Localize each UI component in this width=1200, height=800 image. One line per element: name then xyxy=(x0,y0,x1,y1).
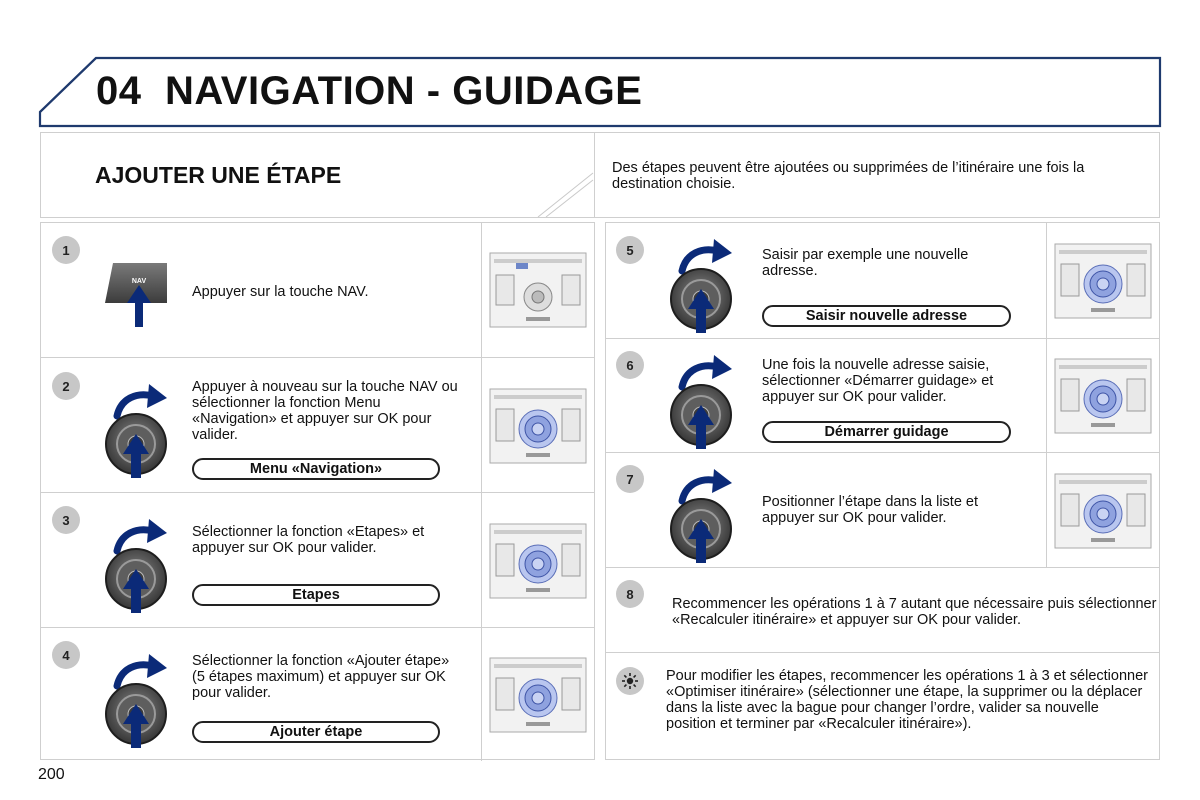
step-row-1 xyxy=(41,223,594,357)
section-title: AJOUTER UNE ÉTAPE xyxy=(95,162,342,188)
intro-text: Des étapes peuvent être ajoutées ou supprimées de l’itinéraire une fois la destination choisie. xyxy=(612,160,1085,192)
chapter-header xyxy=(0,0,1200,130)
rotary-ok-dial-icon xyxy=(103,507,183,622)
step-badge: 6 xyxy=(616,351,644,379)
console-nav-key-highlight xyxy=(488,251,588,331)
rotary-ok-dial-icon xyxy=(668,457,748,572)
step-row-3 xyxy=(41,492,594,627)
console-thumbnail xyxy=(481,358,599,493)
step-text: Appuyer sur la touche NAV. xyxy=(192,284,369,300)
step-text: Saisir par exemple une nouvelle adresse. xyxy=(762,247,969,279)
step-badge: 1 xyxy=(52,236,80,264)
step-text: Une fois la nouvelle adresse saisie, sélectionner «Démarrer guidage» et appuyer sur OK pour valider. xyxy=(762,357,994,405)
step-text: Recommencer les opérations 1 à 7 autant que nécessaire puis sélectionner «Recalculer itinéraire» et appuyer sur OK pour valider. xyxy=(672,596,1157,628)
step-text: Sélectionner la fonction «Etapes» et appuyer sur OK pour valider. xyxy=(192,524,425,556)
step-badge: 3 xyxy=(52,506,80,534)
step-row-6 xyxy=(606,338,1159,452)
chapter-number: 04 xyxy=(96,69,142,113)
step-row-5 xyxy=(606,223,1159,338)
menu-option-button[interactable]: Saisir nouvelle adresse xyxy=(762,305,1011,327)
steps-right-column xyxy=(605,222,1160,760)
lightbulb-icon xyxy=(616,667,644,695)
menu-option-button[interactable]: Ajouter étape xyxy=(192,721,440,743)
console-thumbnail xyxy=(1046,223,1164,338)
chapter-title: NAVIGATION - GUIDAGE xyxy=(165,69,643,113)
step-badge: 2 xyxy=(52,372,80,400)
console-thumbnail xyxy=(1046,339,1164,453)
tip-row xyxy=(606,652,1159,760)
step-badge: 7 xyxy=(616,465,644,493)
console-thumbnail xyxy=(1046,453,1164,568)
rotary-ok-dial-icon xyxy=(668,227,748,342)
rotary-ok-dial-icon xyxy=(103,642,183,757)
tip-text: Pour modifier les étapes, recommencer les opérations 1 à 3 et sélectionner «Optimiser itinéraire» (sélectionner une étape, la supprimer ou la déplacer dans la liste avec la bague pour changer l’ordre, valider sa nouvelle position et terminer par «Recalculer itinéraire»). xyxy=(666,668,1148,732)
nav-key-label: NAV xyxy=(131,278,147,285)
step-badge: 4 xyxy=(52,641,80,669)
nav-key-icon xyxy=(103,261,173,331)
step-row-2 xyxy=(41,357,594,492)
page-number: 200 xyxy=(38,766,65,783)
console-thumbnail xyxy=(481,223,599,357)
step-row-4 xyxy=(41,627,594,760)
step-text: Positionner l’étape dans la liste et appuyer sur OK pour valider. xyxy=(762,494,979,526)
step-badge: 8 xyxy=(616,580,644,608)
console-thumbnail xyxy=(481,628,599,761)
rotary-ok-dial-icon xyxy=(103,372,183,487)
step-text: Appuyer à nouveau sur la touche NAV ou sélectionner la fonction Menu «Navigation» et appuyer sur OK pour valider. xyxy=(192,379,458,443)
rotary-ok-dial-icon xyxy=(668,343,748,458)
menu-option-button[interactable]: Démarrer guidage xyxy=(762,421,1011,443)
console-thumbnail xyxy=(481,493,599,628)
step-badge: 5 xyxy=(616,236,644,264)
menu-option-button[interactable]: Etapes xyxy=(192,584,440,606)
step-row-7 xyxy=(606,452,1159,567)
steps-left-column xyxy=(40,222,595,760)
menu-option-button[interactable]: Menu «Navigation» xyxy=(192,458,440,480)
step-row-8 xyxy=(606,567,1159,652)
step-text: Sélectionner la fonction «Ajouter étape» (5 étapes maximum) et appuyer sur OK pour valider. xyxy=(192,653,450,701)
